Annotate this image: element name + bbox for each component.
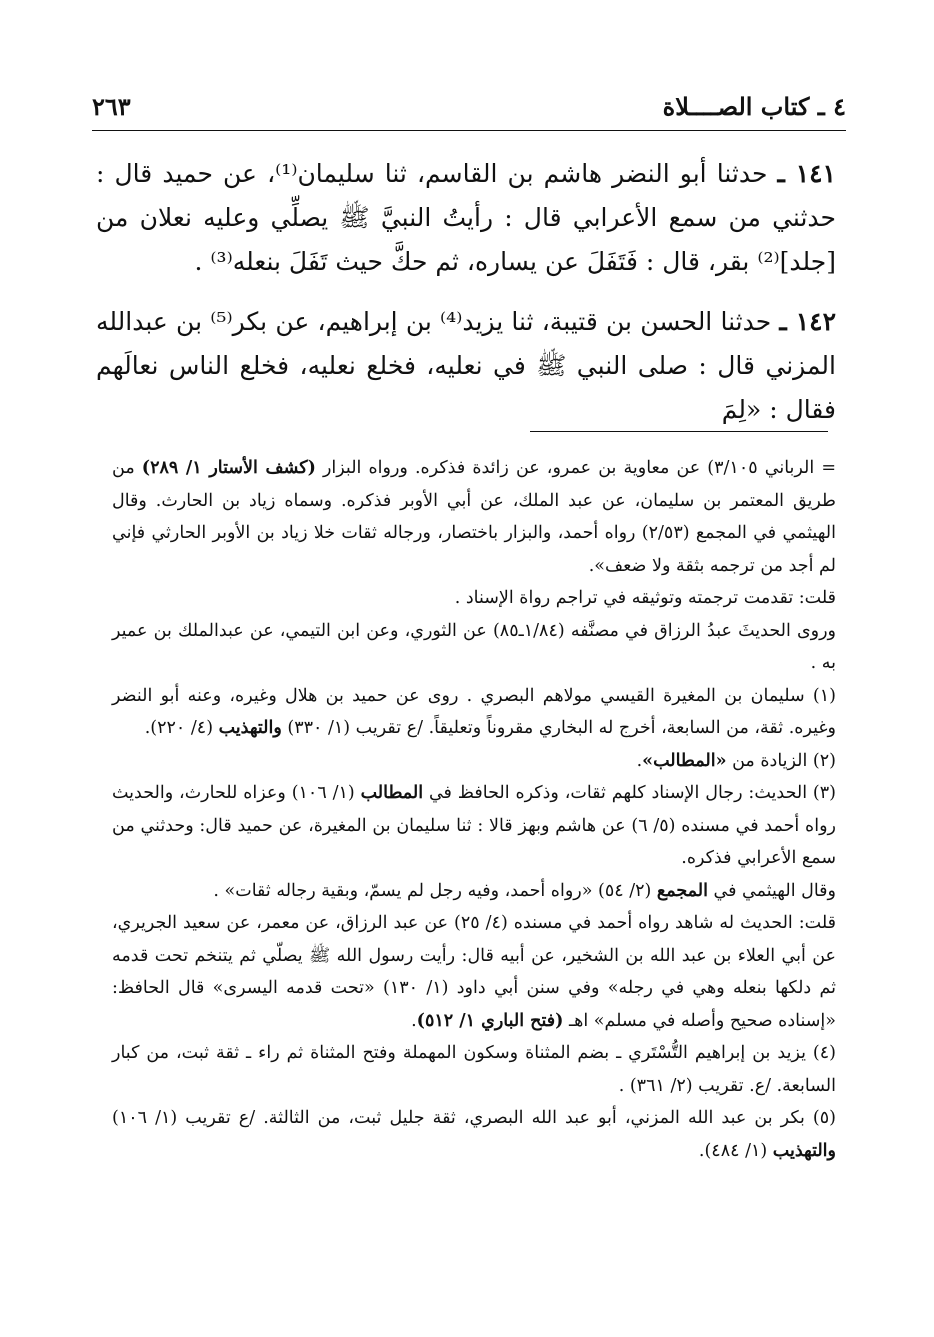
footnote: (١) سليمان بن المغيرة القيسي مولاهم البصري . روى عن حميد بن هلال وغيره، وعنه أبو النضر وغيره. ثقة، من السابعة، أخرج له البخاري مقروناً وتعليقاً. /ع تقريب (١/ ٣٣٠) والتهذيب (٤/ ٢٢٠). (112, 685, 836, 738)
hadith-number: ١٤١ ـ (777, 159, 836, 188)
footnote: = الرباني ٣/١٠٥) عن معاوية بن عمرو، عن زائدة فذكره. ورواه البزار (كشف الأستار ١/ ٢٨٩) من طريق المعتمر بن سليمان، عن عبد الملك، عن أبي الأوبر فذكره. وسماه زياد بن الحارث. وقال الهيثمي في المجمع (٢/٥٣) رواه أحمد، والبزار باختصار، ورجاله ثقات خلا زياد بن الأوبر الحارثي فإني لم أجد من ترجمه بثقة ولا ضعف». (112, 458, 836, 576)
footnote: قلت: تقدمت ترجمته وتوثيقه في تراجم رواة الإسناد . (454, 588, 836, 608)
hadith-141 (96, 152, 836, 284)
running-header (92, 92, 846, 131)
page-number: ٢٦٣ (92, 92, 131, 121)
footnote: قلت: الحديث له شاهد رواه أحمد في مسنده (٤/ ٢٥) عن عبد الرزاق، عن معمر، عن سعيد الجريري، عن أبي العلاء بن عبد الله بن الشخير، عن أبيه قال: رأيت رسول الله ﷺ يصلّي ثم يتنخم تحت قدمه ثم دلكها بنعله وهي في رجله» وفي سنن أبي داود (١/ ١٣٠) «تحت قدمه اليسرى» قال الحافظ: «إسناده صحيح وأصله في مسلم» اهـ (فتح الباري ١/ ٥١٢). (112, 913, 837, 1031)
main-text (96, 152, 836, 448)
footnote: (٢) الزيادة من «المطالب». (636, 750, 836, 771)
footnote: (٥) بكر بن عبد الله المزني، أبو عبد الله البصري، ثقة جليل ثبت، من الثالثة. /ع تقريب (١/ ١٠٦) والتهذيب (١/ ٤٨٤). (112, 1108, 836, 1161)
footnote: وروى الحديثَ عبدُ الرزاق في مصنَّفه (١/٨٤ـ٨٥) عن الثوري، وعن ابن التيمي، عن عبدالملك بن عمير به . (112, 620, 836, 673)
footnote: وقال الهيثمي في المجمع (٢/ ٥٤) «رواه أحمد، وفيه رجل لم يسمّ، وبقية رجاله ثقات» . (213, 880, 836, 901)
hadith-text: حدثنا الحسن بن قتيبة، ثنا يزيد⁽⁴⁾ بن إبراهيم، عن بكر⁽⁵⁾ بن عبدالله المزني قال : صلى النبي ﷺ في نعليه، فخلع نعليه، فخلع الناس نعالَهم فقال : «لِمَ (96, 307, 836, 424)
hadith-number: ١٤٢ ـ (779, 307, 837, 336)
footnote: (٤) يزيد بن إبراهيم التُّسْتَري ـ بضم المثناة وسكون المهملة وفتح المثناة ثم راء ـ ثقة ثبت، من كبار السابعة. /ع. تقريب (٢/ ٣٦١) . (112, 1043, 836, 1096)
hadith-text: حدثنا أبو النضر هاشم بن القاسم، ثنا سليمان⁽¹⁾، عن حميد قال : حدثني من سمع الأعرابي قال : رأيتُ النبيَّ ﷺ يصلِّي وعليه نعلان من [جلد]⁽²⁾ بقر، قال : فَتَفَلَ عن يساره، ثم حكَّ حيث تَفَلَ بنعله⁽³⁾ . (96, 159, 836, 276)
hadith-142 (96, 300, 836, 432)
footnote-separator (530, 431, 828, 432)
chapter-title: ٤ ـ كتاب الصــــلاة (662, 92, 846, 121)
footnote: (٣) الحديث: رجال الإسناد كلهم ثقات، وذكره الحافظ في المطالب (١/ ١٠٦) وعزاه للحارث، والحديث رواه أحمد في مسنده (٥/ ٦) عن هاشم وبهز قالا : ثنا سليمان بن المغيرة، عن حميد قال: وحدثني من سمع الأعرابي فذكره. (112, 783, 836, 868)
footnotes (112, 452, 836, 1167)
